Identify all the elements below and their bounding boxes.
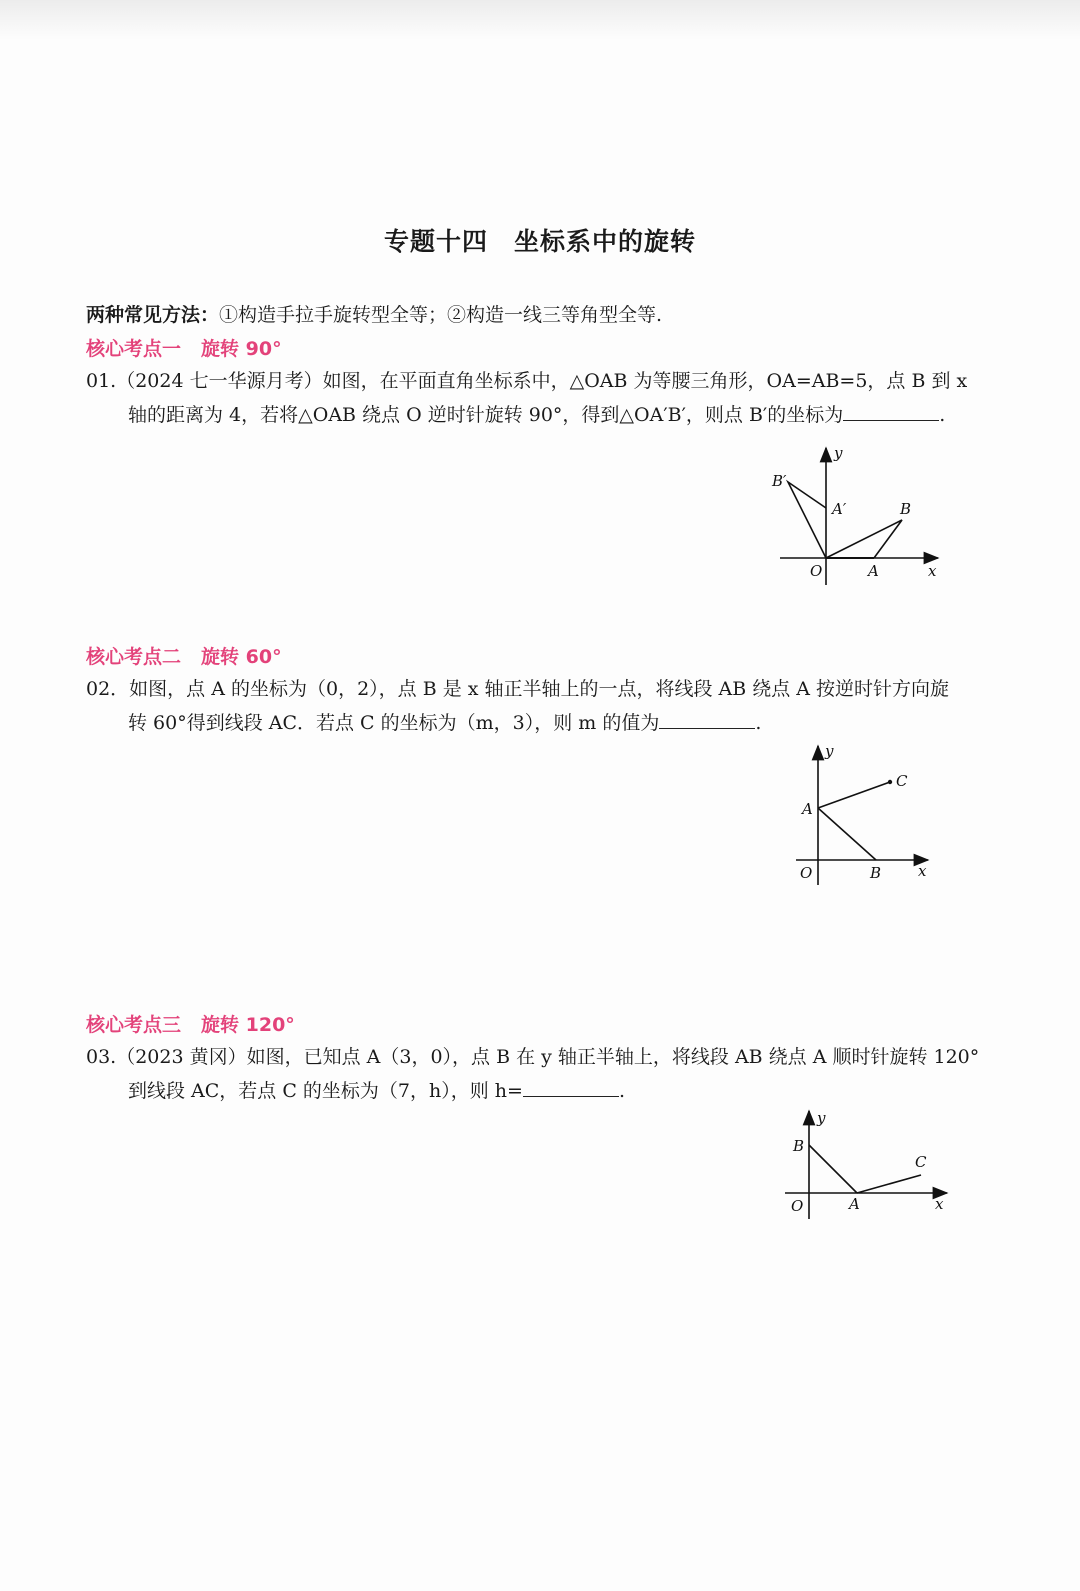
answer-blank-03[interactable] [523,1078,619,1097]
figure-03 [775,1105,960,1225]
label-c: C [915,1153,927,1171]
label-a-prime: A′ [832,500,847,518]
problem-02-line1: 02．如图，点 A 的坐标为（0，2），点 B 是 x 轴正半轴上的一点，将线段 AB 绕点 A 按逆时针方向旋 [86,678,950,700]
title-topic-name: 坐标系中的旋转 [514,227,697,256]
problem-03-line2: 到线段 AC，若点 C 的坐标为（7，h），则 h= . [128,1080,625,1102]
section-1-number: 核心考点一 [86,338,182,360]
figure-02 [780,740,950,890]
label-c: C [896,772,908,790]
intro-label: 两种常见方法： [86,304,220,326]
answer-blank-02[interactable] [659,710,755,729]
label-b-prime: B′ [772,472,787,490]
problem-02-line2: 转 60°得到线段 AC．若点 C 的坐标为（m，3），则 m 的值为 . [128,712,762,734]
page-top-shadow [0,0,1080,40]
label-o: O [800,864,813,882]
problem-03 [86,1040,996,1108]
section-head-2 [86,642,282,669]
intro-methods [86,300,662,327]
section-head-1 [86,334,282,361]
triangle-oab [826,520,902,558]
label-x: x [928,562,937,580]
section-3-number: 核心考点三 [86,1014,182,1036]
label-b: B [793,1137,805,1155]
section-1-topic: 旋转 90° [201,338,282,360]
segment-ab [818,808,876,860]
section-head-3 [86,1010,295,1037]
label-x: x [918,862,927,880]
problem-01 [86,364,996,432]
problem-02 [86,672,996,740]
segment-ac [818,782,890,808]
intro-text: ①构造手拉手旋转型全等；②构造一线三等角型全等. [219,304,663,326]
section-2-number: 核心考点二 [86,646,182,668]
label-a: A [849,1195,860,1213]
label-b: B [900,500,912,518]
problem-01-line2: 轴的距离为 4，若将△OAB 绕点 O 逆时针旋转 90°，得到△OA′B′，则点 B′的坐标为 . [128,404,946,426]
label-o: O [810,562,823,580]
point-c [888,780,892,784]
segment-ab [809,1145,857,1193]
label-a: A [868,562,879,580]
figure-01 [760,440,960,590]
label-y: y [817,1109,826,1127]
page-title [0,222,1080,258]
label-a: A [802,800,813,818]
problem-03-line1: 03.（2023 黄冈）如图，已知点 A（3，0），点 B 在 y 轴正半轴上，将线段 AB 绕点 A 顺时针旋转 120° [86,1046,980,1068]
section-2-topic: 旋转 60° [201,646,282,668]
section-3-topic: 旋转 120° [201,1014,295,1036]
segment-ac [857,1175,921,1193]
title-topic-number: 专题十四 [383,227,488,256]
label-b: B [870,864,882,882]
label-x: x [935,1195,944,1213]
answer-blank-01[interactable] [843,402,939,421]
triangle-oa-prime-b-prime [788,482,826,558]
label-y: y [825,742,834,760]
label-y: y [834,444,843,462]
problem-01-line1: 01.（2024 七一华源月考）如图，在平面直角坐标系中，△OAB 为等腰三角形，OA=AB=5，点 B 到 x [86,370,968,392]
label-o: O [791,1197,804,1215]
